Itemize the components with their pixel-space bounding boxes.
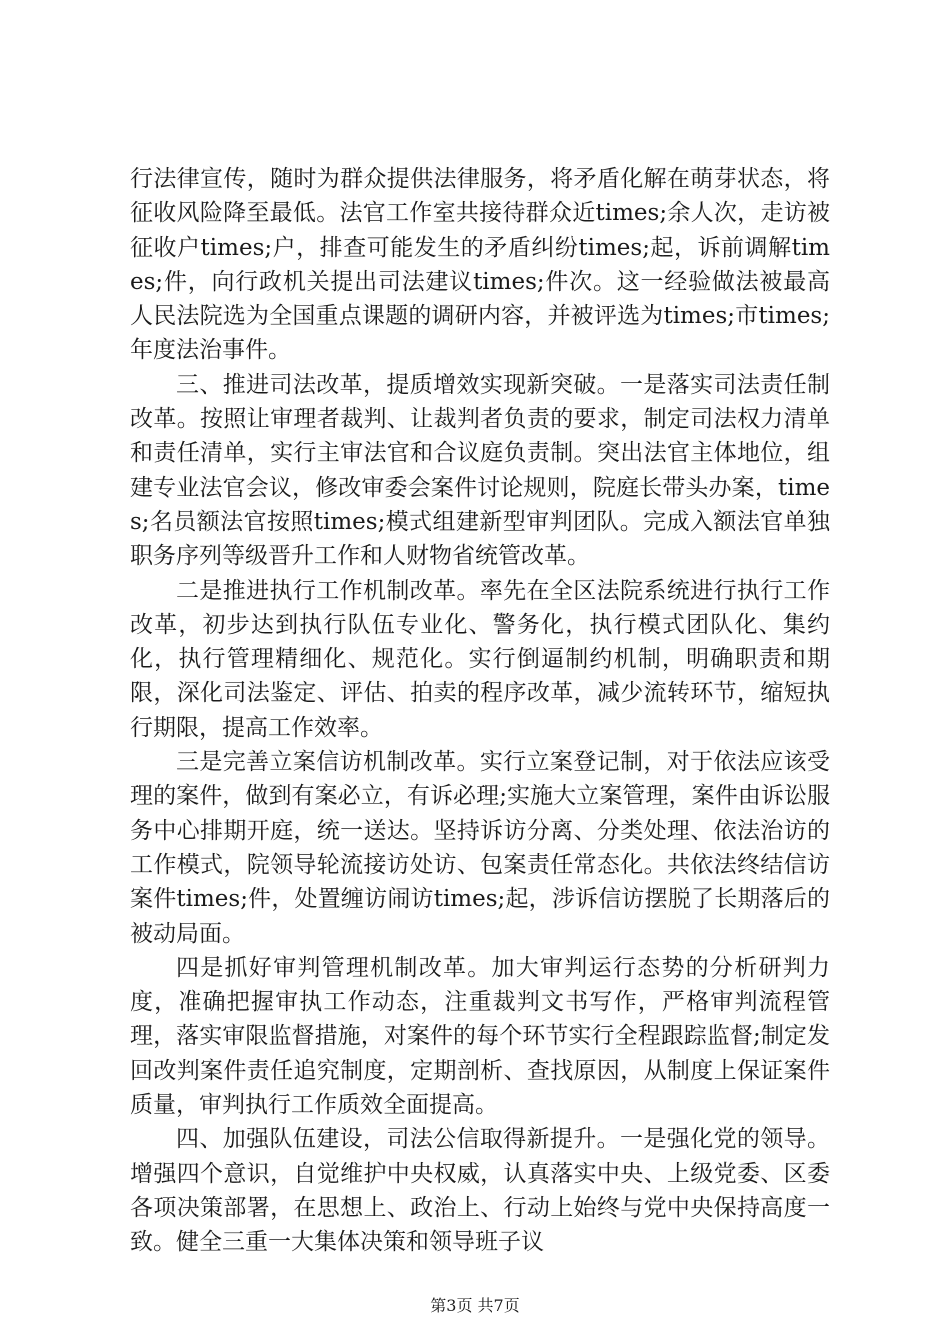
paragraph-continuation: 行法律宣传，随时为群众提供法律服务，将矛盾化解在萌芽状态，将征收风险降至最低。法官工作室共接待群众近times;余人次，走访被征收户times;户，排查可能发生的矛盾纠纷times;起，诉前调解times;件，向行政机关提出司法建议times;件次。这一经验做法被最高人民法院选为全国重点课题的调研内容，并被评选为times;市times;年度法治事件。 [130,166,830,364]
paragraph-section-three: 三、推进司法改革，提质增效实现新突破。一是落实司法责任制改革。按照让审理者裁判、让裁判者负责的要求，制定司法权力清单和责任清单，实行主审法官和合议庭负责制。突出法官主体地位，组建专业法官会议，修改审委会案件讨论规则，院庭长带头办案，times;名员额法官按照times;模式组建新型审判团队。完成入额法官单独职务序列等级晋升工作和人财物省统管改革。 [130,371,830,570]
document-body [130,162,830,1260]
paragraph-section-four: 四、加强队伍建设，司法公信取得新提升。一是强化党的领导。增强四个意识，自觉维护中央权威，认真落实中央、上级党委、区委各项决策部署，在思想上、政治上、行动上始终与党中央保持高度一致。健全三重一大集体决策和领导班子议 [130,1126,830,1256]
paragraph-execution-reform: 二是推进执行工作机制改革。率先在全区法院系统进行执行工作改革，初步达到执行队伍专业化、警务化，执行模式团队化、集约化，执行管理精细化、规范化。实行倒逼制约机制，明确职责和期限，深化司法鉴定、评估、拍卖的程序改革，减少流转环节，缩短执行期限，提高工作效率。 [130,577,830,741]
paragraph-filing-petition-reform: 三是完善立案信访机制改革。实行立案登记制，对于依法应该受理的案件，做到有案必立，有诉必理;实施大立案管理，案件由诉讼服务中心排期开庭，统一送达。坚持诉访分离、分类处理、依法治访的工作模式，院领导轮流接访处访、包案责任常态化。共依法终结信访案件times;件，处置缠访闹访times;起，涉诉信访摆脱了长期落后的被动局面。 [130,749,830,947]
paragraph-trial-management-reform: 四是抓好审判管理机制改革。加大审判运行态势的分析研判力度，准确把握审执工作动态，注重裁判文书写作，严格审判流程管理，落实审限监督措施，对案件的每个环节实行全程跟踪监督;制定发回改判案件责任追究制度，定期剖析、查找原因，从制度上保证案件质量，审判执行工作质效全面提高。 [130,954,830,1119]
page-number-footer: 第3页 共7页 [430,1296,520,1315]
